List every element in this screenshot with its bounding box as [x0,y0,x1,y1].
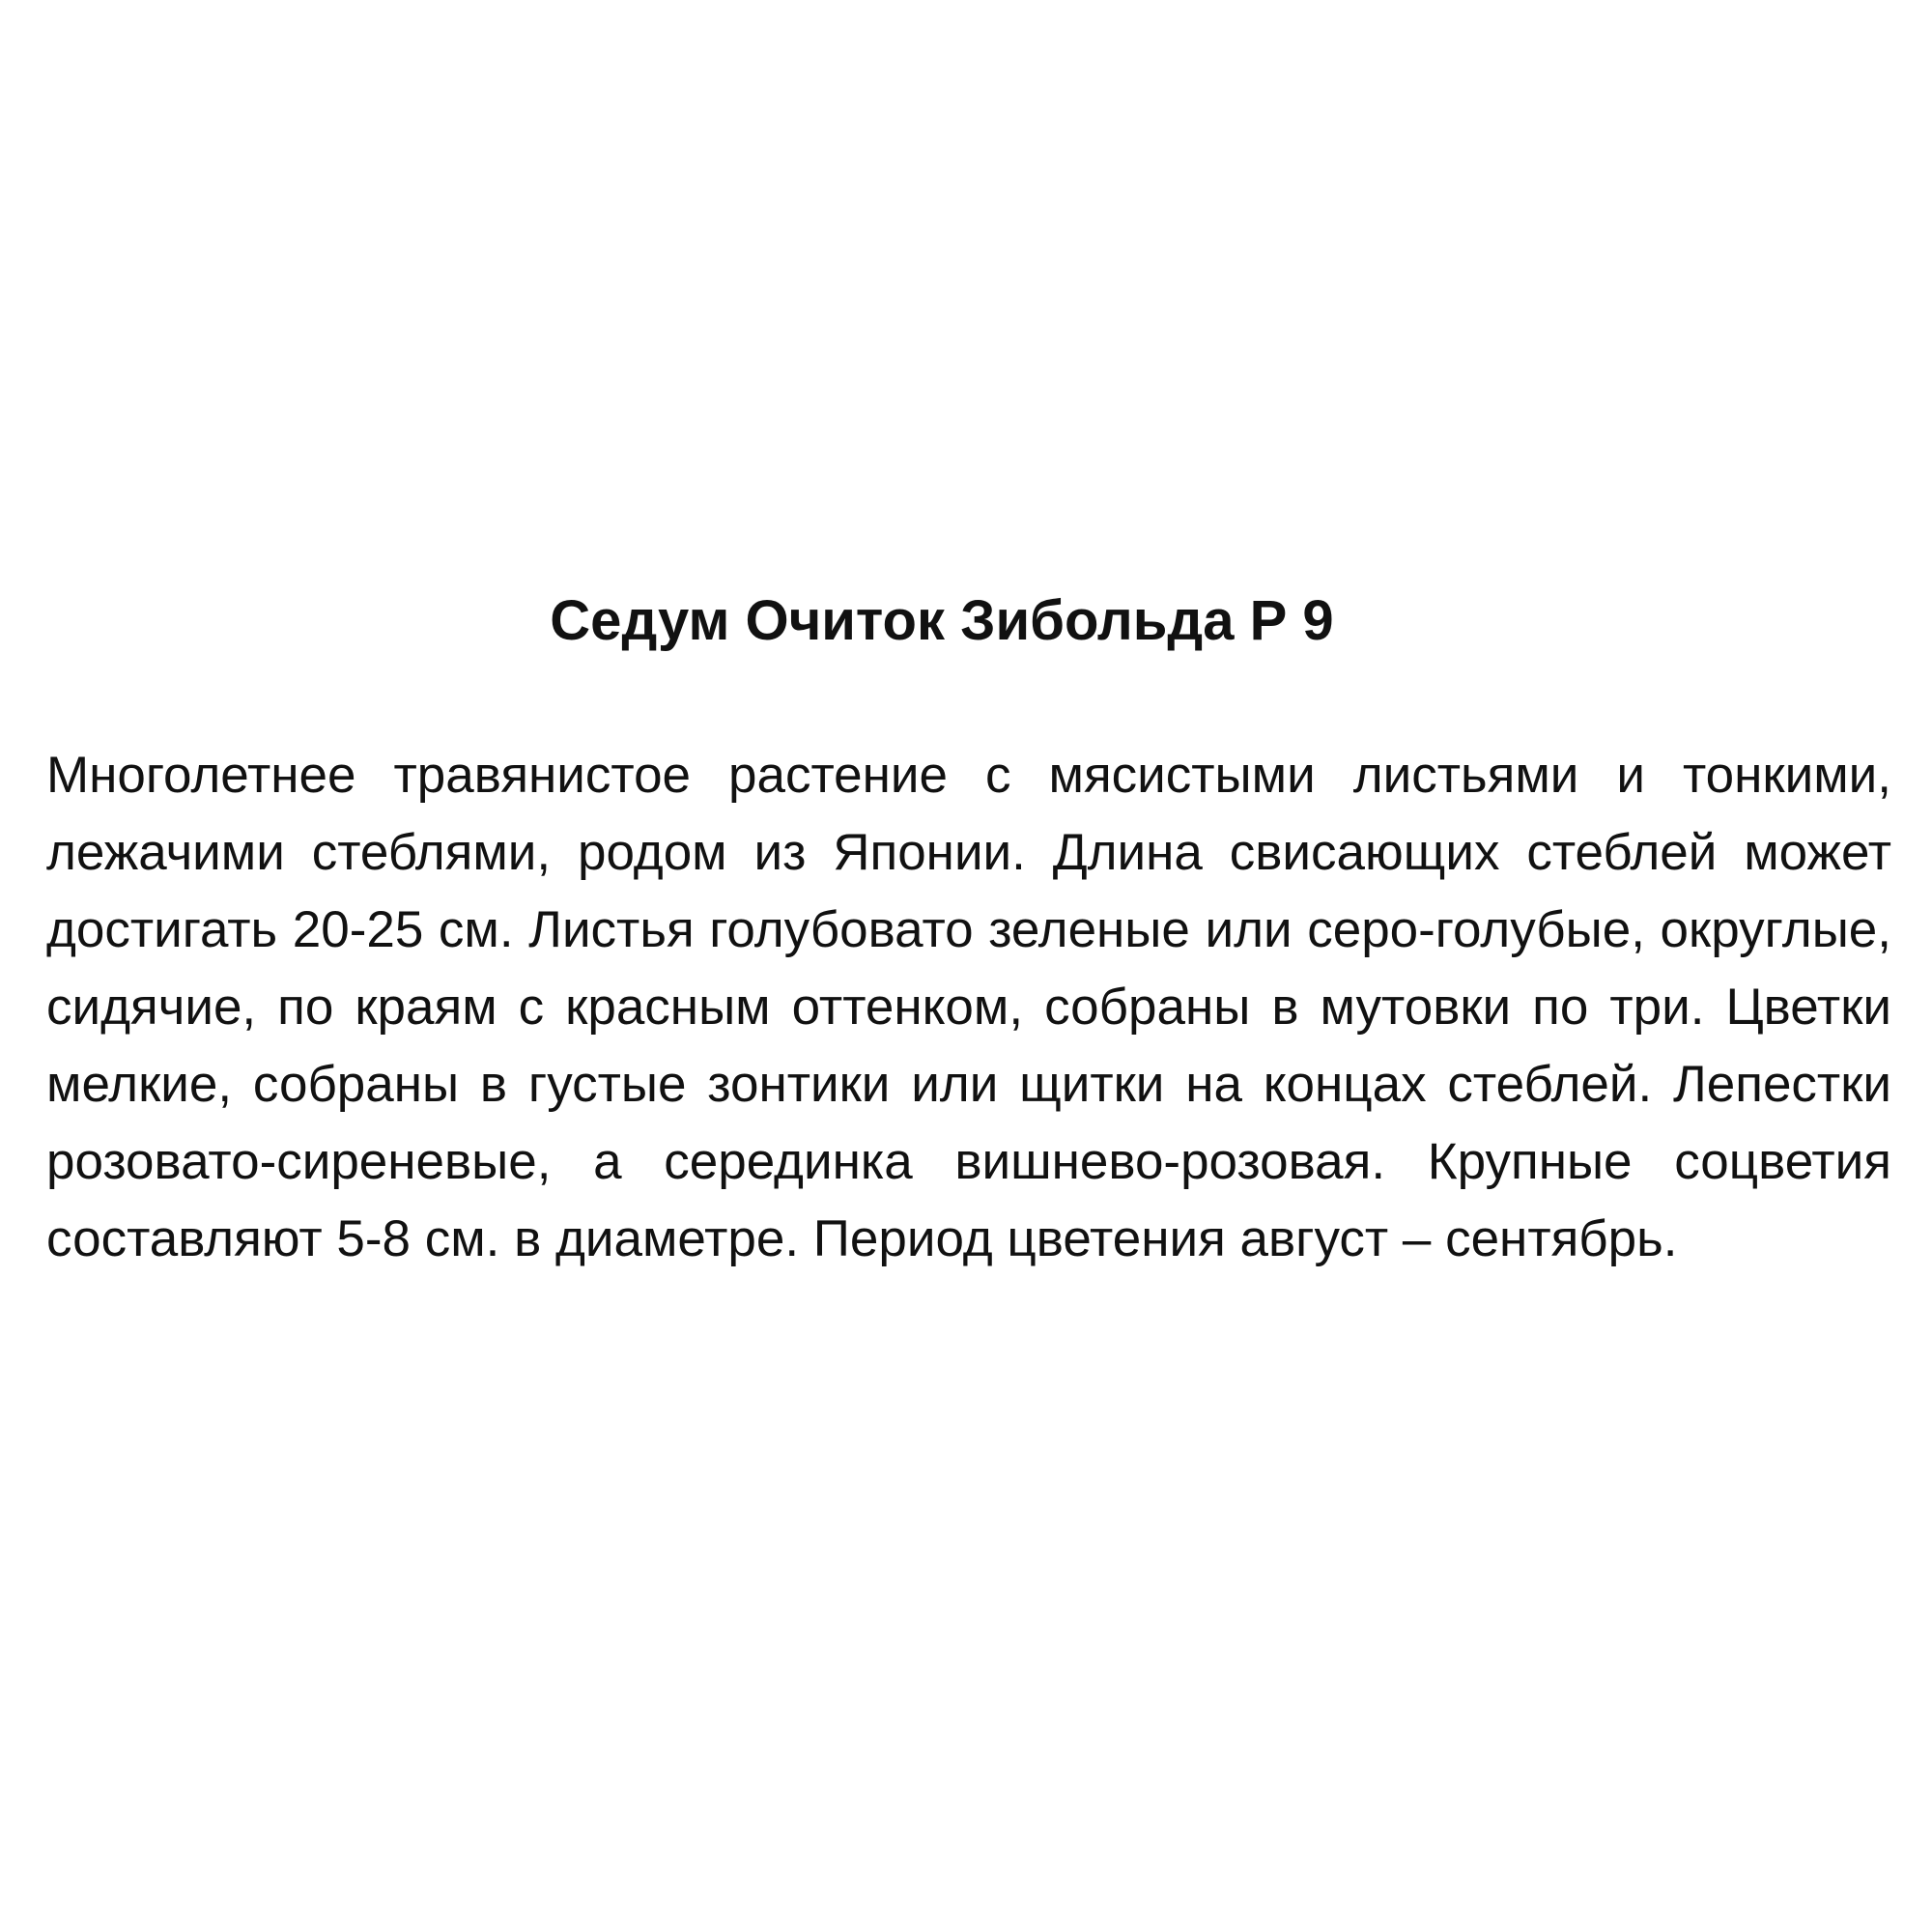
document-description: Многолетнее травянистое растение с мясистыми листьями и тонкими, лежачими стеблями, родом из Японии. Длина свисающих стеблей может достигать 20-25 см. Листья голубовато зеленые или серо-голубые, округлые, сидячие, по краям с красным оттенком, собраны в мутовки по три. Цветки мелкие, собраны в густые зонтики или щитки на концах стеблей. Лепестки розовато-сиреневые, а серединка вишнево-розовая. Крупные соцветия составляют 5-8 см. в диаметре. Период цветения август – сентябрь. [46,747,1891,1267]
document-title: Седум Очиток Зибольда Р 9 [550,589,1334,652]
